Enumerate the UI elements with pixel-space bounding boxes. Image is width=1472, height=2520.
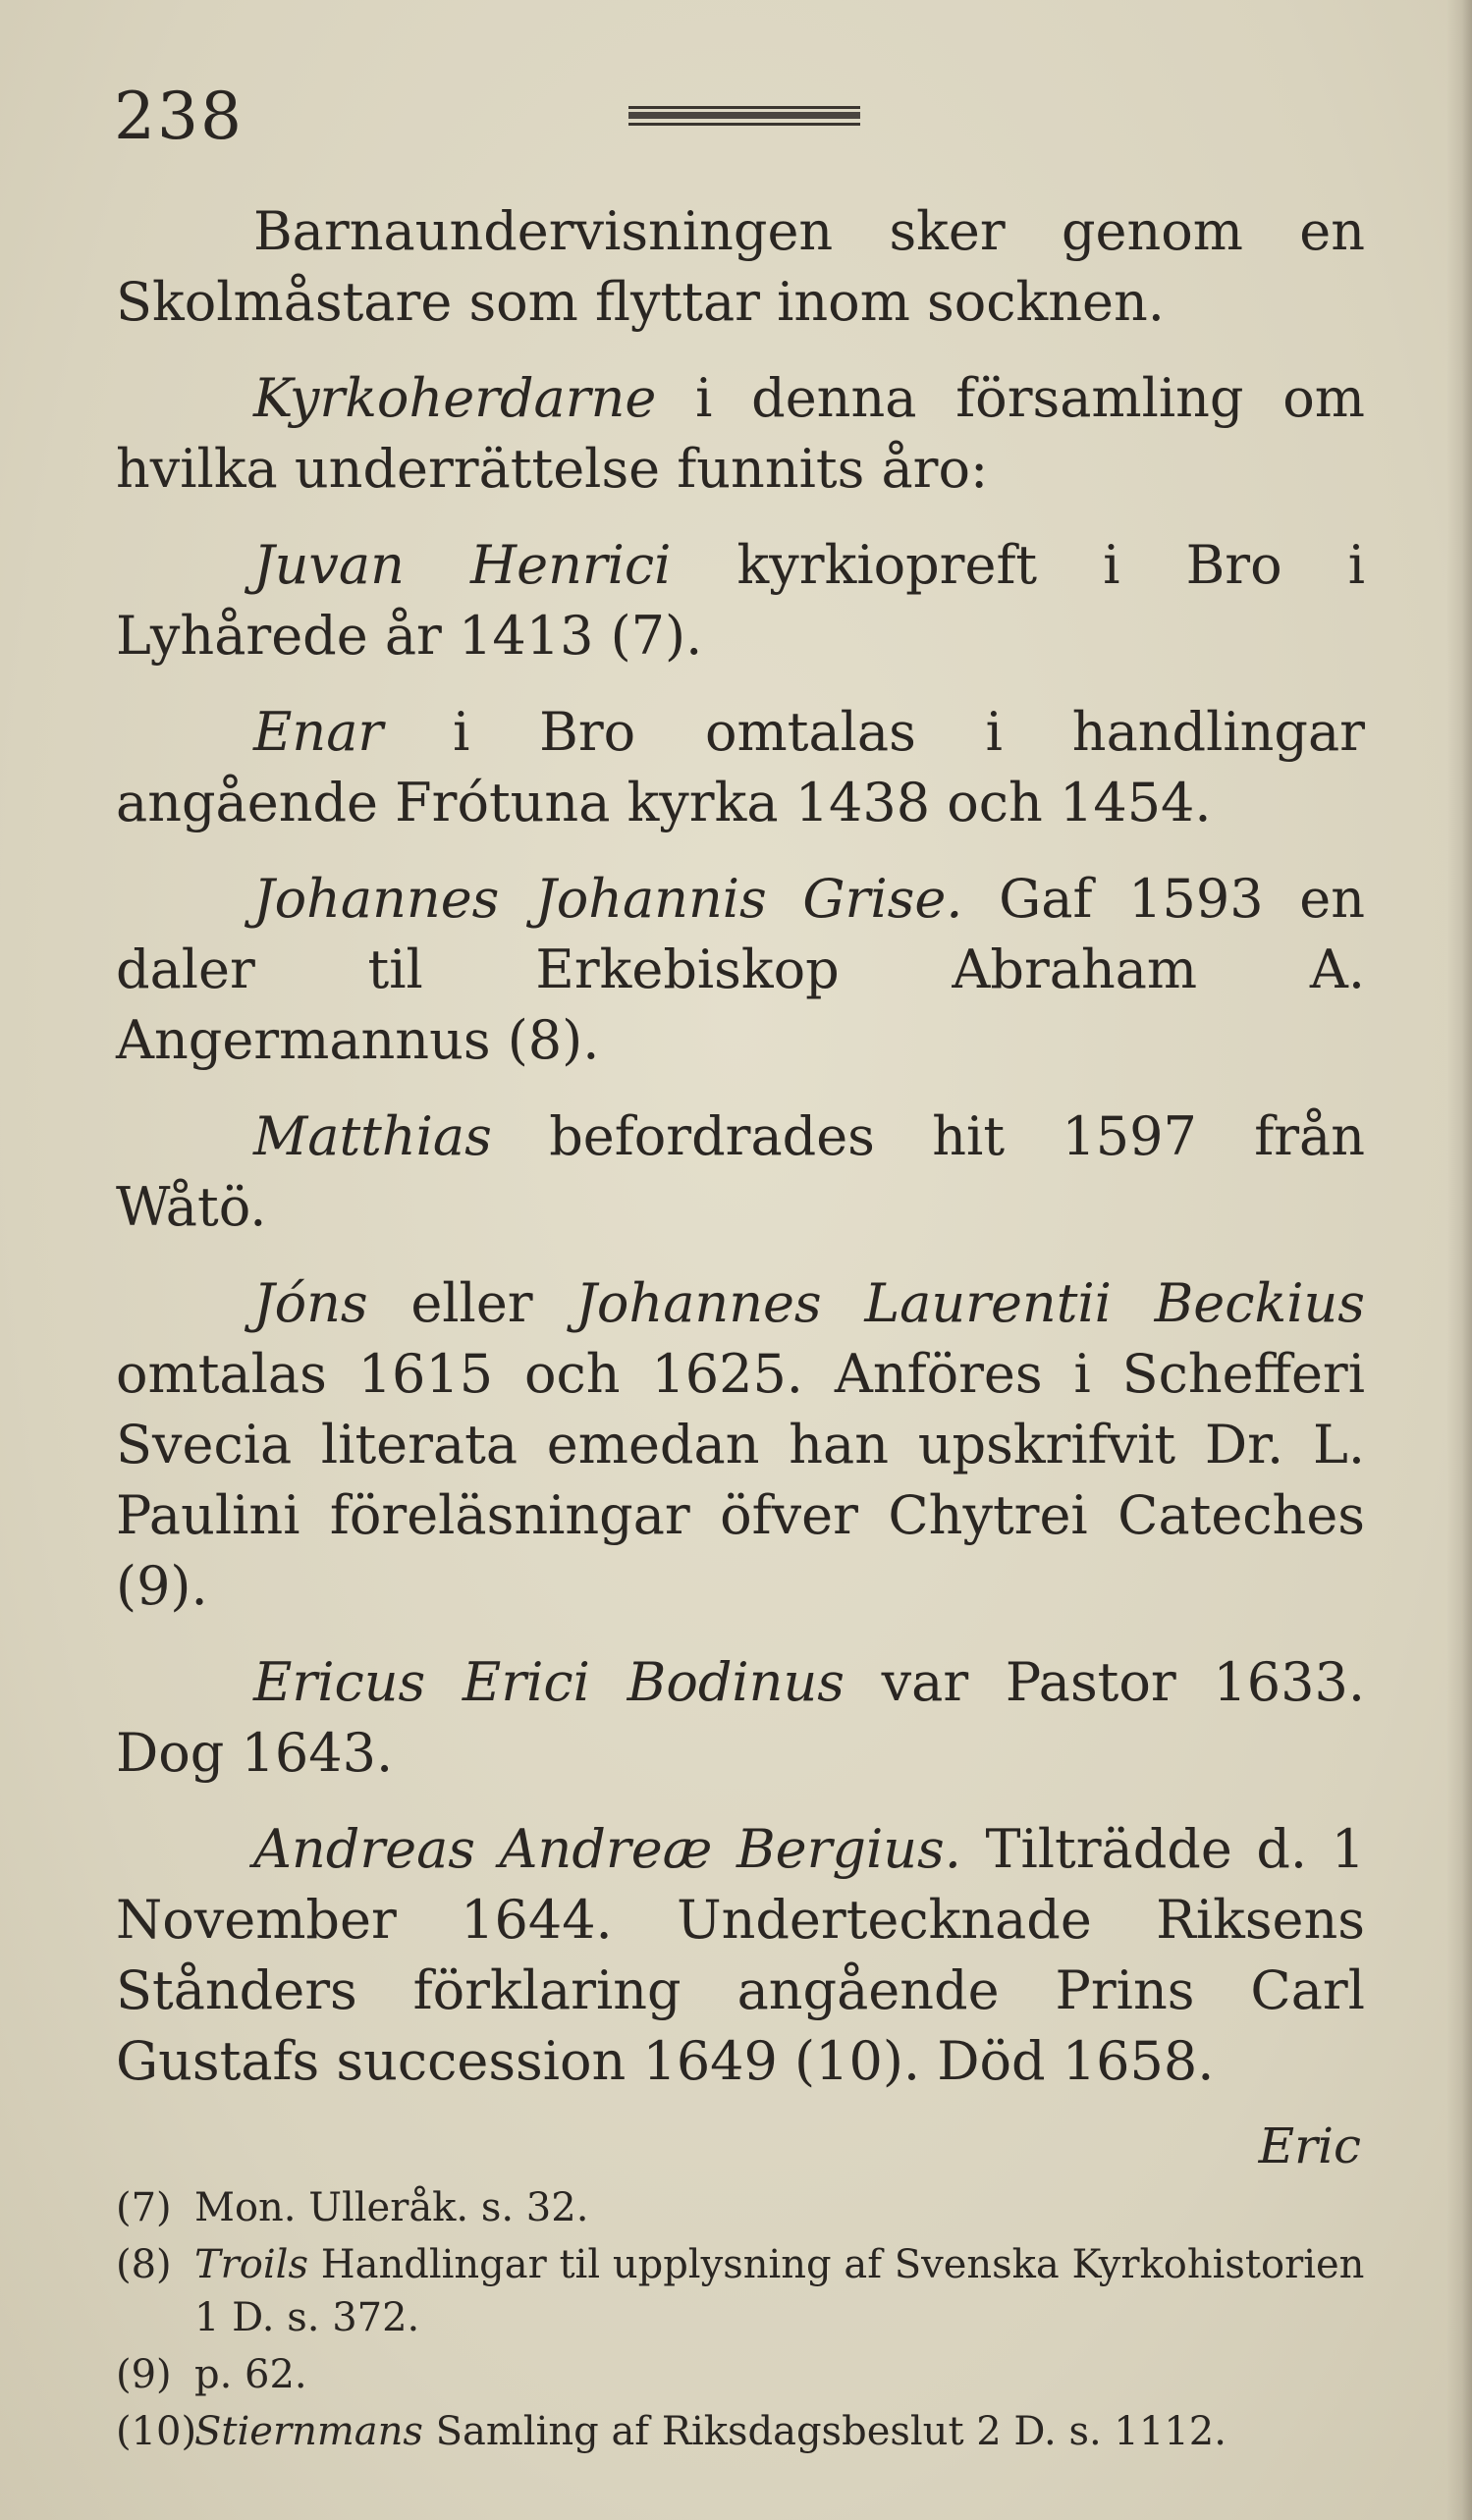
footnote-8: (8) Troils Handlingar til upplysning af Svenska Kyrkohistorien 1 D. s. 372. — [116, 2242, 1365, 2340]
paragraph-andreas-bergius: Andreas Andreæ Bergius. Tilträdde d. 1 November 1644. Undertecknade Riksens Stånders förklaring angående Prins Carl Gustafs succession 1649 (10). Död 1658. — [116, 1818, 1365, 2092]
page-header — [0, 69, 1472, 154]
paragraph-ericus-bodinus: Ericus Erici Bodinus var Pastor 1633. Dog 1643. — [116, 1651, 1365, 1784]
paragraph-juvan-henrici: Juvan Henrici kyrkiopreft i Bro i Lyhårede år 1413 (7). — [116, 534, 1366, 667]
page-edge-shadow — [1446, 0, 1472, 2520]
paragraph-schooling: Barnaundervisningen sker genom en Skolmåstare som flyttar inom socknen. — [116, 200, 1365, 333]
footnote-7: (7) Mon. Ulleråk. s. 32. — [116, 2185, 589, 2230]
footnotes — [116, 2181, 1365, 2458]
paragraph-matthias: Matthias befordrades hit 1597 från Wåtö. — [116, 1105, 1365, 1238]
paragraph-enar: Enar i Bro omtalas i handlingar angående Frótuna kyrka 1438 och 1454. — [116, 701, 1365, 833]
page-body — [116, 196, 1365, 2462]
paragraph-vicars-intro: Kyrkoherdarne i denna församling om hvilka underrättelse funnits åro: — [116, 367, 1365, 500]
paragraph-johannes-grise: Johannes Johannis Grise. Gaf 1593 en daler til Erkebiskop Abraham A. Angermannus (8). — [116, 868, 1365, 1071]
catchword: Eric — [1258, 2118, 1361, 2174]
page-number: 238 — [114, 79, 244, 154]
paragraph-jons-beckius: Jóns eller Johannes Laurentii Beckius omtalas 1615 och 1625. Anföres i Schefferi Svecia literata emedan han upskrifvit Dr. L. Paulini föreläsningar öfver Chytrei Cateches (9). — [116, 1272, 1365, 1617]
footnote-9: (9) p. 62. — [116, 2352, 307, 2397]
header-ornament-rule — [628, 106, 860, 128]
footnote-10: (10)Stiernmans Samling af Riksdagsbeslut 2 D. s. 1112. — [116, 2409, 1227, 2454]
